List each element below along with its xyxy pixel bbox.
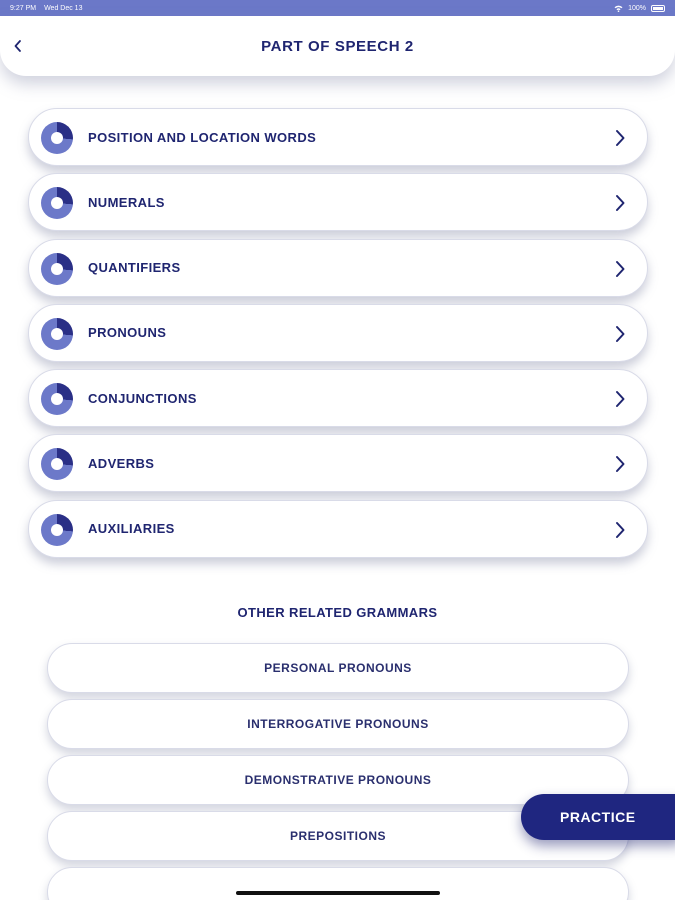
progress-ring-icon [41,187,73,219]
chevron-left-icon [13,39,23,53]
topic-label: POSITION AND LOCATION WORDS [88,129,317,145]
battery-icon [651,5,665,12]
practice-button[interactable] [521,794,675,840]
home-indicator [236,891,440,895]
topic-label: CONJUNCTIONS [88,390,197,406]
status-time: 9:27 PM [10,4,37,12]
related-item-label: PREPOSITIONS [289,829,387,843]
progress-ring-icon [41,448,73,480]
progress-ring-icon [41,383,73,415]
battery-percent: 100% [628,4,646,12]
related-item-label: DEMONSTRATIVE PRONOUNS [244,773,432,787]
topic-label: NUMERALS [88,194,165,210]
chevron-right-icon [613,324,627,344]
topic-label: QUANTIFIERS [88,260,181,276]
practice-button-label: PRACTICE [560,809,636,825]
header-bar [0,16,675,76]
topic-row-adverbs[interactable] [28,434,648,492]
topic-label: ADVERBS [88,455,155,471]
chevron-right-icon [613,389,627,409]
topic-label: PRONOUNS [88,325,167,341]
status-date: Wed Dec 13 [44,4,83,12]
topic-list [28,108,648,565]
back-button[interactable] [8,34,28,58]
topic-row-quantifiers[interactable] [28,239,648,297]
related-item-label: PERSONAL PRONOUNS [264,661,412,675]
related-grammar-list [47,643,629,900]
chevron-right-icon [613,259,627,279]
chevron-right-icon [613,454,627,474]
progress-ring-icon [41,122,73,154]
topic-row-numerals[interactable] [28,173,648,231]
chevron-right-icon [613,520,627,540]
topic-row-position-and-location-words[interactable] [28,108,648,166]
topic-label: AUXILIARIES [88,521,175,537]
chevron-right-icon [613,128,627,148]
progress-ring-icon [41,514,73,546]
wifi-icon [614,5,623,12]
topic-row-conjunctions[interactable] [28,369,648,427]
related-item-interrogative-pronouns[interactable] [47,699,629,749]
related-item-label: INTERROGATIVE PRONOUNS [247,717,429,731]
related-item-partial[interactable] [47,867,629,900]
progress-ring-icon [41,318,73,350]
related-section-title: OTHER RELATED GRAMMARS [237,605,438,620]
page-title: PART OF SPEECH 2 [261,37,414,55]
status-bar [0,0,675,16]
topic-row-auxiliaries[interactable] [28,500,648,558]
chevron-right-icon [613,193,627,213]
progress-ring-icon [41,253,73,285]
related-item-personal-pronouns[interactable] [47,643,629,693]
topic-row-pronouns[interactable] [28,304,648,362]
